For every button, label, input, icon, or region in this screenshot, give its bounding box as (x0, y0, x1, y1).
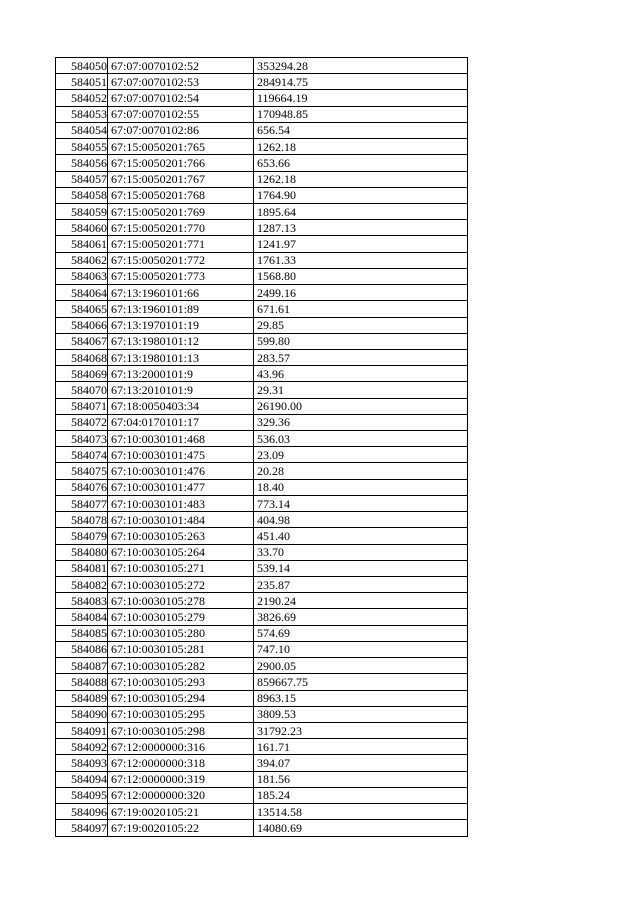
value-cell: 23.09 (254, 447, 468, 463)
record-number-cell: 584078 (56, 512, 108, 528)
table-row (56, 285, 468, 301)
cadastral-number-cell: 67:07:0070102:86 (108, 122, 254, 138)
record-number-cell: 584085 (56, 625, 108, 641)
value-cell: 33.70 (254, 544, 468, 560)
record-number-cell: 584064 (56, 285, 108, 301)
record-number-cell: 584086 (56, 641, 108, 657)
value-cell: 451.40 (254, 528, 468, 544)
table-row (56, 106, 468, 122)
table-row (56, 301, 468, 317)
value-cell: 2190.24 (254, 593, 468, 609)
record-number-cell: 584065 (56, 301, 108, 317)
cadastral-number-cell: 67:15:0050201:772 (108, 252, 254, 268)
cadastral-number-cell: 67:13:2000101:9 (108, 366, 254, 382)
record-number-cell: 584092 (56, 739, 108, 755)
value-cell: 43.96 (254, 366, 468, 382)
table-row (56, 366, 468, 382)
table-row (56, 787, 468, 803)
table-row (56, 641, 468, 657)
table-row (56, 690, 468, 706)
value-cell: 1287.13 (254, 220, 468, 236)
table-row (56, 722, 468, 738)
table-row (56, 528, 468, 544)
table-row (56, 268, 468, 284)
record-number-cell: 584093 (56, 755, 108, 771)
table-row (56, 236, 468, 252)
cadastral-number-cell: 67:04:0170101:17 (108, 414, 254, 430)
table-row (56, 706, 468, 722)
cadastral-number-cell: 67:15:0050201:767 (108, 171, 254, 187)
table-row (56, 220, 468, 236)
value-cell: 185.24 (254, 787, 468, 803)
cadastral-number-cell: 67:10:0030105:293 (108, 674, 254, 690)
table-row (56, 187, 468, 203)
record-number-cell: 584088 (56, 674, 108, 690)
value-cell: 653.66 (254, 155, 468, 171)
value-cell: 235.87 (254, 577, 468, 593)
cadastral-number-cell: 67:19:0020105:21 (108, 804, 254, 820)
value-cell: 31792.23 (254, 722, 468, 738)
record-number-cell: 584069 (56, 366, 108, 382)
value-cell: 3809.53 (254, 706, 468, 722)
value-cell: 1262.18 (254, 139, 468, 155)
table-row (56, 58, 468, 74)
cadastral-number-cell: 67:13:1970101:19 (108, 317, 254, 333)
value-cell: 13514.58 (254, 804, 468, 820)
record-number-cell: 584051 (56, 74, 108, 90)
record-number-cell: 584060 (56, 220, 108, 236)
value-cell: 747.10 (254, 641, 468, 657)
table-row (56, 658, 468, 674)
value-cell: 2900.05 (254, 658, 468, 674)
value-cell: 2499.16 (254, 285, 468, 301)
record-number-cell: 584062 (56, 252, 108, 268)
cadastral-number-cell: 67:10:0030101:468 (108, 431, 254, 447)
record-number-cell: 584091 (56, 722, 108, 738)
table-row (56, 414, 468, 430)
value-cell: 284914.75 (254, 74, 468, 90)
table-row (56, 609, 468, 625)
cadastral-number-cell: 67:07:0070102:55 (108, 106, 254, 122)
cadastral-number-cell: 67:10:0030101:476 (108, 463, 254, 479)
table-row (56, 252, 468, 268)
value-cell: 404.98 (254, 512, 468, 528)
value-cell: 29.85 (254, 317, 468, 333)
value-cell: 119664.19 (254, 90, 468, 106)
cadastral-number-cell: 67:10:0030105:298 (108, 722, 254, 738)
table-row (56, 74, 468, 90)
value-cell: 170948.85 (254, 106, 468, 122)
table-row (56, 349, 468, 365)
record-number-cell: 584056 (56, 155, 108, 171)
cadastral-number-cell: 67:10:0030105:264 (108, 544, 254, 560)
value-cell: 26190.00 (254, 398, 468, 414)
cadastral-number-cell: 67:18:0050403:34 (108, 398, 254, 414)
table-row (56, 755, 468, 771)
cadastral-number-cell: 67:13:1980101:13 (108, 349, 254, 365)
data-table (55, 57, 468, 837)
value-cell: 1262.18 (254, 171, 468, 187)
cadastral-number-cell: 67:15:0050201:771 (108, 236, 254, 252)
table-row (56, 171, 468, 187)
value-cell: 599.80 (254, 333, 468, 349)
cadastral-number-cell: 67:10:0030105:295 (108, 706, 254, 722)
cadastral-number-cell: 67:19:0020105:22 (108, 820, 254, 836)
record-number-cell: 584076 (56, 479, 108, 495)
cadastral-number-cell: 67:13:1960101:89 (108, 301, 254, 317)
table-row (56, 771, 468, 787)
table-row (56, 804, 468, 820)
value-cell: 394.07 (254, 755, 468, 771)
table-row (56, 820, 468, 836)
record-number-cell: 584057 (56, 171, 108, 187)
table-row (56, 90, 468, 106)
record-number-cell: 584082 (56, 577, 108, 593)
value-cell: 859667.75 (254, 674, 468, 690)
record-number-cell: 584080 (56, 544, 108, 560)
cadastral-number-cell: 67:15:0050201:768 (108, 187, 254, 203)
record-number-cell: 584083 (56, 593, 108, 609)
value-cell: 161.71 (254, 739, 468, 755)
value-cell: 14080.69 (254, 820, 468, 836)
value-cell: 773.14 (254, 495, 468, 511)
table-row (56, 122, 468, 138)
record-number-cell: 584061 (56, 236, 108, 252)
cadastral-number-cell: 67:10:0030101:477 (108, 479, 254, 495)
table-row (56, 739, 468, 755)
cadastral-number-cell: 67:10:0030105:280 (108, 625, 254, 641)
value-cell: 1568.80 (254, 268, 468, 284)
cadastral-number-cell: 67:10:0030105:278 (108, 593, 254, 609)
table-row (56, 431, 468, 447)
table-row (56, 625, 468, 641)
cadastral-number-cell: 67:10:0030101:483 (108, 495, 254, 511)
cadastral-number-cell: 67:15:0050201:773 (108, 268, 254, 284)
cadastral-number-cell: 67:13:1960101:66 (108, 285, 254, 301)
table-row (56, 463, 468, 479)
value-cell: 1895.64 (254, 203, 468, 219)
cadastral-number-cell: 67:13:1980101:12 (108, 333, 254, 349)
table-row (56, 593, 468, 609)
record-number-cell: 584087 (56, 658, 108, 674)
table-row (56, 495, 468, 511)
record-number-cell: 584066 (56, 317, 108, 333)
table-row (56, 398, 468, 414)
cadastral-number-cell: 67:15:0050201:765 (108, 139, 254, 155)
record-number-cell: 584063 (56, 268, 108, 284)
value-cell: 8963.15 (254, 690, 468, 706)
value-cell: 18.40 (254, 479, 468, 495)
cadastral-number-cell: 67:15:0050201:769 (108, 203, 254, 219)
cadastral-number-cell: 67:10:0030101:475 (108, 447, 254, 463)
cadastral-number-cell: 67:10:0030105:279 (108, 609, 254, 625)
cadastral-number-cell: 67:10:0030105:263 (108, 528, 254, 544)
record-number-cell: 584084 (56, 609, 108, 625)
record-number-cell: 584089 (56, 690, 108, 706)
record-number-cell: 584081 (56, 560, 108, 576)
table-row (56, 674, 468, 690)
record-number-cell: 584074 (56, 447, 108, 463)
record-number-cell: 584058 (56, 187, 108, 203)
record-number-cell: 584052 (56, 90, 108, 106)
table-row (56, 479, 468, 495)
table-row (56, 139, 468, 155)
cadastral-number-cell: 67:15:0050201:770 (108, 220, 254, 236)
record-number-cell: 584077 (56, 495, 108, 511)
value-cell: 536.03 (254, 431, 468, 447)
value-cell: 1761.33 (254, 252, 468, 268)
value-cell: 1764.90 (254, 187, 468, 203)
record-number-cell: 584072 (56, 414, 108, 430)
cadastral-number-cell: 67:10:0030105:271 (108, 560, 254, 576)
value-cell: 181.56 (254, 771, 468, 787)
cadastral-number-cell: 67:12:0000000:318 (108, 755, 254, 771)
record-number-cell: 584055 (56, 139, 108, 155)
table-row (56, 447, 468, 463)
value-cell: 574.69 (254, 625, 468, 641)
cadastral-number-cell: 67:12:0000000:320 (108, 787, 254, 803)
record-number-cell: 584071 (56, 398, 108, 414)
cadastral-number-cell: 67:10:0030101:484 (108, 512, 254, 528)
table-row (56, 203, 468, 219)
table-body (56, 58, 468, 837)
cadastral-number-cell: 67:12:0000000:319 (108, 771, 254, 787)
cadastral-number-cell: 67:07:0070102:53 (108, 74, 254, 90)
value-cell: 671.61 (254, 301, 468, 317)
record-number-cell: 584068 (56, 349, 108, 365)
record-number-cell: 584073 (56, 431, 108, 447)
record-number-cell: 584067 (56, 333, 108, 349)
cadastral-number-cell: 67:13:2010101:9 (108, 382, 254, 398)
table-row (56, 333, 468, 349)
value-cell: 20.28 (254, 463, 468, 479)
table-row (56, 155, 468, 171)
cadastral-number-cell: 67:10:0030105:272 (108, 577, 254, 593)
table-row (56, 544, 468, 560)
value-cell: 283.57 (254, 349, 468, 365)
record-number-cell: 584070 (56, 382, 108, 398)
record-number-cell: 584059 (56, 203, 108, 219)
table-row (56, 317, 468, 333)
record-number-cell: 584090 (56, 706, 108, 722)
cadastral-number-cell: 67:12:0000000:316 (108, 739, 254, 755)
table-row (56, 512, 468, 528)
record-number-cell: 584094 (56, 771, 108, 787)
record-number-cell: 584097 (56, 820, 108, 836)
cadastral-number-cell: 67:07:0070102:52 (108, 58, 254, 74)
value-cell: 329.36 (254, 414, 468, 430)
table-row (56, 382, 468, 398)
cadastral-number-cell: 67:10:0030105:294 (108, 690, 254, 706)
record-number-cell: 584096 (56, 804, 108, 820)
value-cell: 29.31 (254, 382, 468, 398)
value-cell: 656.54 (254, 122, 468, 138)
table-row (56, 560, 468, 576)
record-number-cell: 584079 (56, 528, 108, 544)
table-row (56, 577, 468, 593)
value-cell: 1241.97 (254, 236, 468, 252)
cadastral-number-cell: 67:15:0050201:766 (108, 155, 254, 171)
cadastral-number-cell: 67:10:0030105:282 (108, 658, 254, 674)
record-number-cell: 584054 (56, 122, 108, 138)
record-number-cell: 584095 (56, 787, 108, 803)
record-number-cell: 584053 (56, 106, 108, 122)
value-cell: 353294.28 (254, 58, 468, 74)
cadastral-number-cell: 67:10:0030105:281 (108, 641, 254, 657)
value-cell: 539.14 (254, 560, 468, 576)
value-cell: 3826.69 (254, 609, 468, 625)
record-number-cell: 584075 (56, 463, 108, 479)
cadastral-number-cell: 67:07:0070102:54 (108, 90, 254, 106)
record-number-cell: 584050 (56, 58, 108, 74)
